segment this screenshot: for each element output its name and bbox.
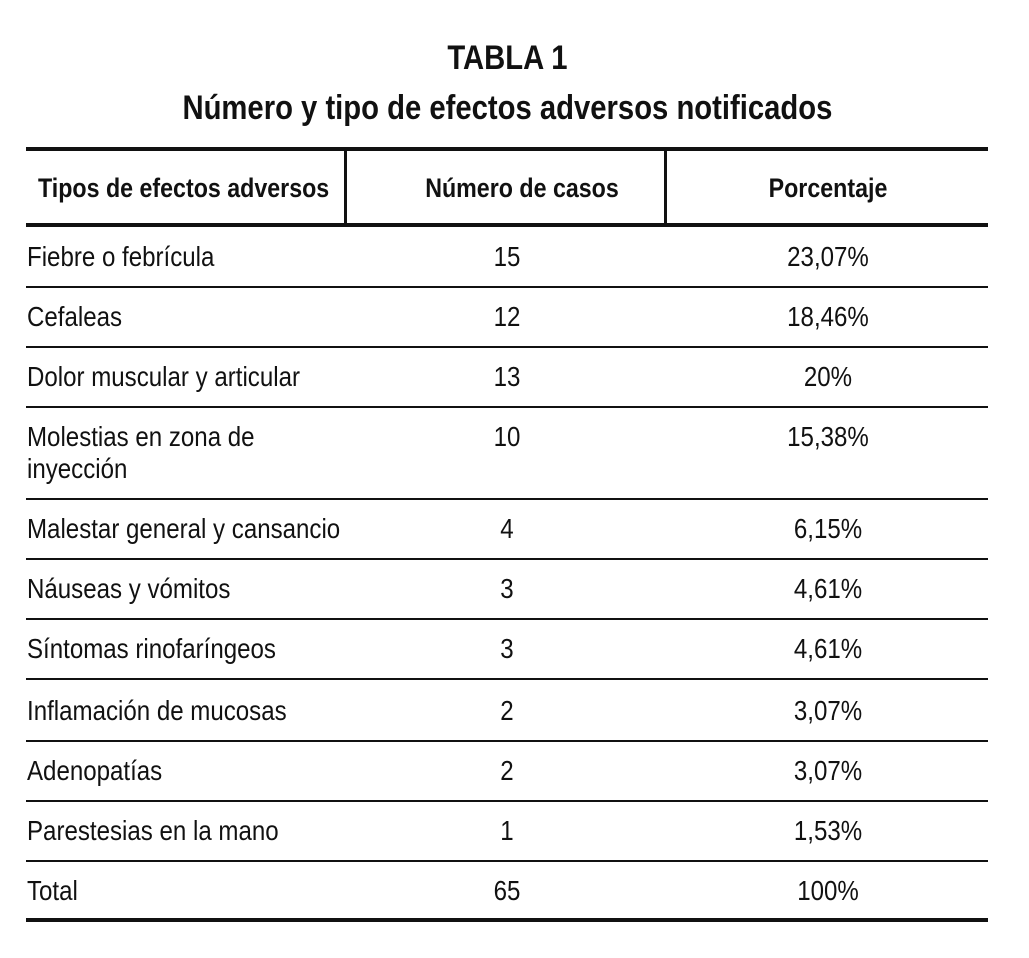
cell-porcentaje: 1,53% bbox=[793, 815, 863, 846]
row-rule bbox=[26, 860, 988, 862]
cell-porcentaje: 20% bbox=[803, 361, 853, 392]
table-title: TABLA 1 bbox=[447, 39, 568, 77]
cell-casos: 1 bbox=[500, 815, 514, 846]
cell-tipo: Inflamación de mucosas bbox=[27, 695, 287, 726]
header-tipos: Tipos de efectos adversos bbox=[38, 173, 330, 203]
cell-casos: 2 bbox=[500, 695, 514, 726]
row-rule bbox=[26, 800, 988, 802]
cell-porcentaje: 15,38% bbox=[787, 421, 869, 452]
cell-casos: 3 bbox=[500, 573, 514, 604]
cell-porcentaje: 6,15% bbox=[793, 513, 863, 544]
top-rule bbox=[26, 147, 988, 151]
row-rule bbox=[26, 498, 988, 500]
cell-porcentaje: 100% bbox=[797, 875, 859, 906]
cell-tipo: Dolor muscular y articular bbox=[27, 361, 300, 392]
cell-tipo: Cefaleas bbox=[27, 301, 123, 332]
cell-tipo: Síntomas rinofaríngeos bbox=[27, 633, 276, 664]
cell-porcentaje: 3,07% bbox=[793, 695, 863, 726]
row-rule bbox=[26, 346, 988, 348]
cell-porcentaje: 23,07% bbox=[787, 241, 869, 272]
cell-casos: 15 bbox=[493, 241, 521, 272]
cell-tipo: Total bbox=[27, 875, 78, 906]
cell-casos: 65 bbox=[493, 875, 521, 906]
header-porcentaje: Porcentaje bbox=[768, 173, 888, 203]
cell-tipo: Adenopatías bbox=[27, 755, 163, 786]
cell-casos: 3 bbox=[500, 633, 514, 664]
header-rule bbox=[26, 223, 988, 227]
row-rule bbox=[26, 406, 988, 408]
cell-casos: 10 bbox=[493, 421, 521, 452]
row-rule bbox=[26, 618, 988, 620]
cell-porcentaje: 18,46% bbox=[787, 301, 869, 332]
row-rule bbox=[26, 558, 988, 560]
cell-tipo: Náuseas y vómitos bbox=[27, 573, 231, 604]
bottom-rule bbox=[26, 918, 988, 922]
cell-tipo: Malestar general y cansancio bbox=[27, 513, 341, 544]
cell-casos: 2 bbox=[500, 755, 514, 786]
header-divider-2 bbox=[664, 150, 667, 224]
cell-porcentaje: 3,07% bbox=[793, 755, 863, 786]
cell-casos: 4 bbox=[500, 513, 514, 544]
cell-casos: 12 bbox=[493, 301, 521, 332]
row-rule bbox=[26, 740, 988, 742]
cell-tipo: Molestias en zona de inyección bbox=[27, 421, 255, 484]
cell-tipo: Parestesias en la mano bbox=[27, 815, 279, 846]
table-subtitle: Número y tipo de efectos adversos notificados bbox=[182, 89, 833, 127]
header-casos: Número de casos bbox=[425, 173, 619, 203]
cell-tipo: Fiebre o febrícula bbox=[27, 241, 215, 272]
header-divider-1 bbox=[344, 150, 347, 224]
cell-casos: 13 bbox=[493, 361, 521, 392]
cell-porcentaje: 4,61% bbox=[793, 573, 863, 604]
row-rule bbox=[26, 678, 988, 680]
cell-porcentaje: 4,61% bbox=[793, 633, 863, 664]
row-rule bbox=[26, 286, 988, 288]
